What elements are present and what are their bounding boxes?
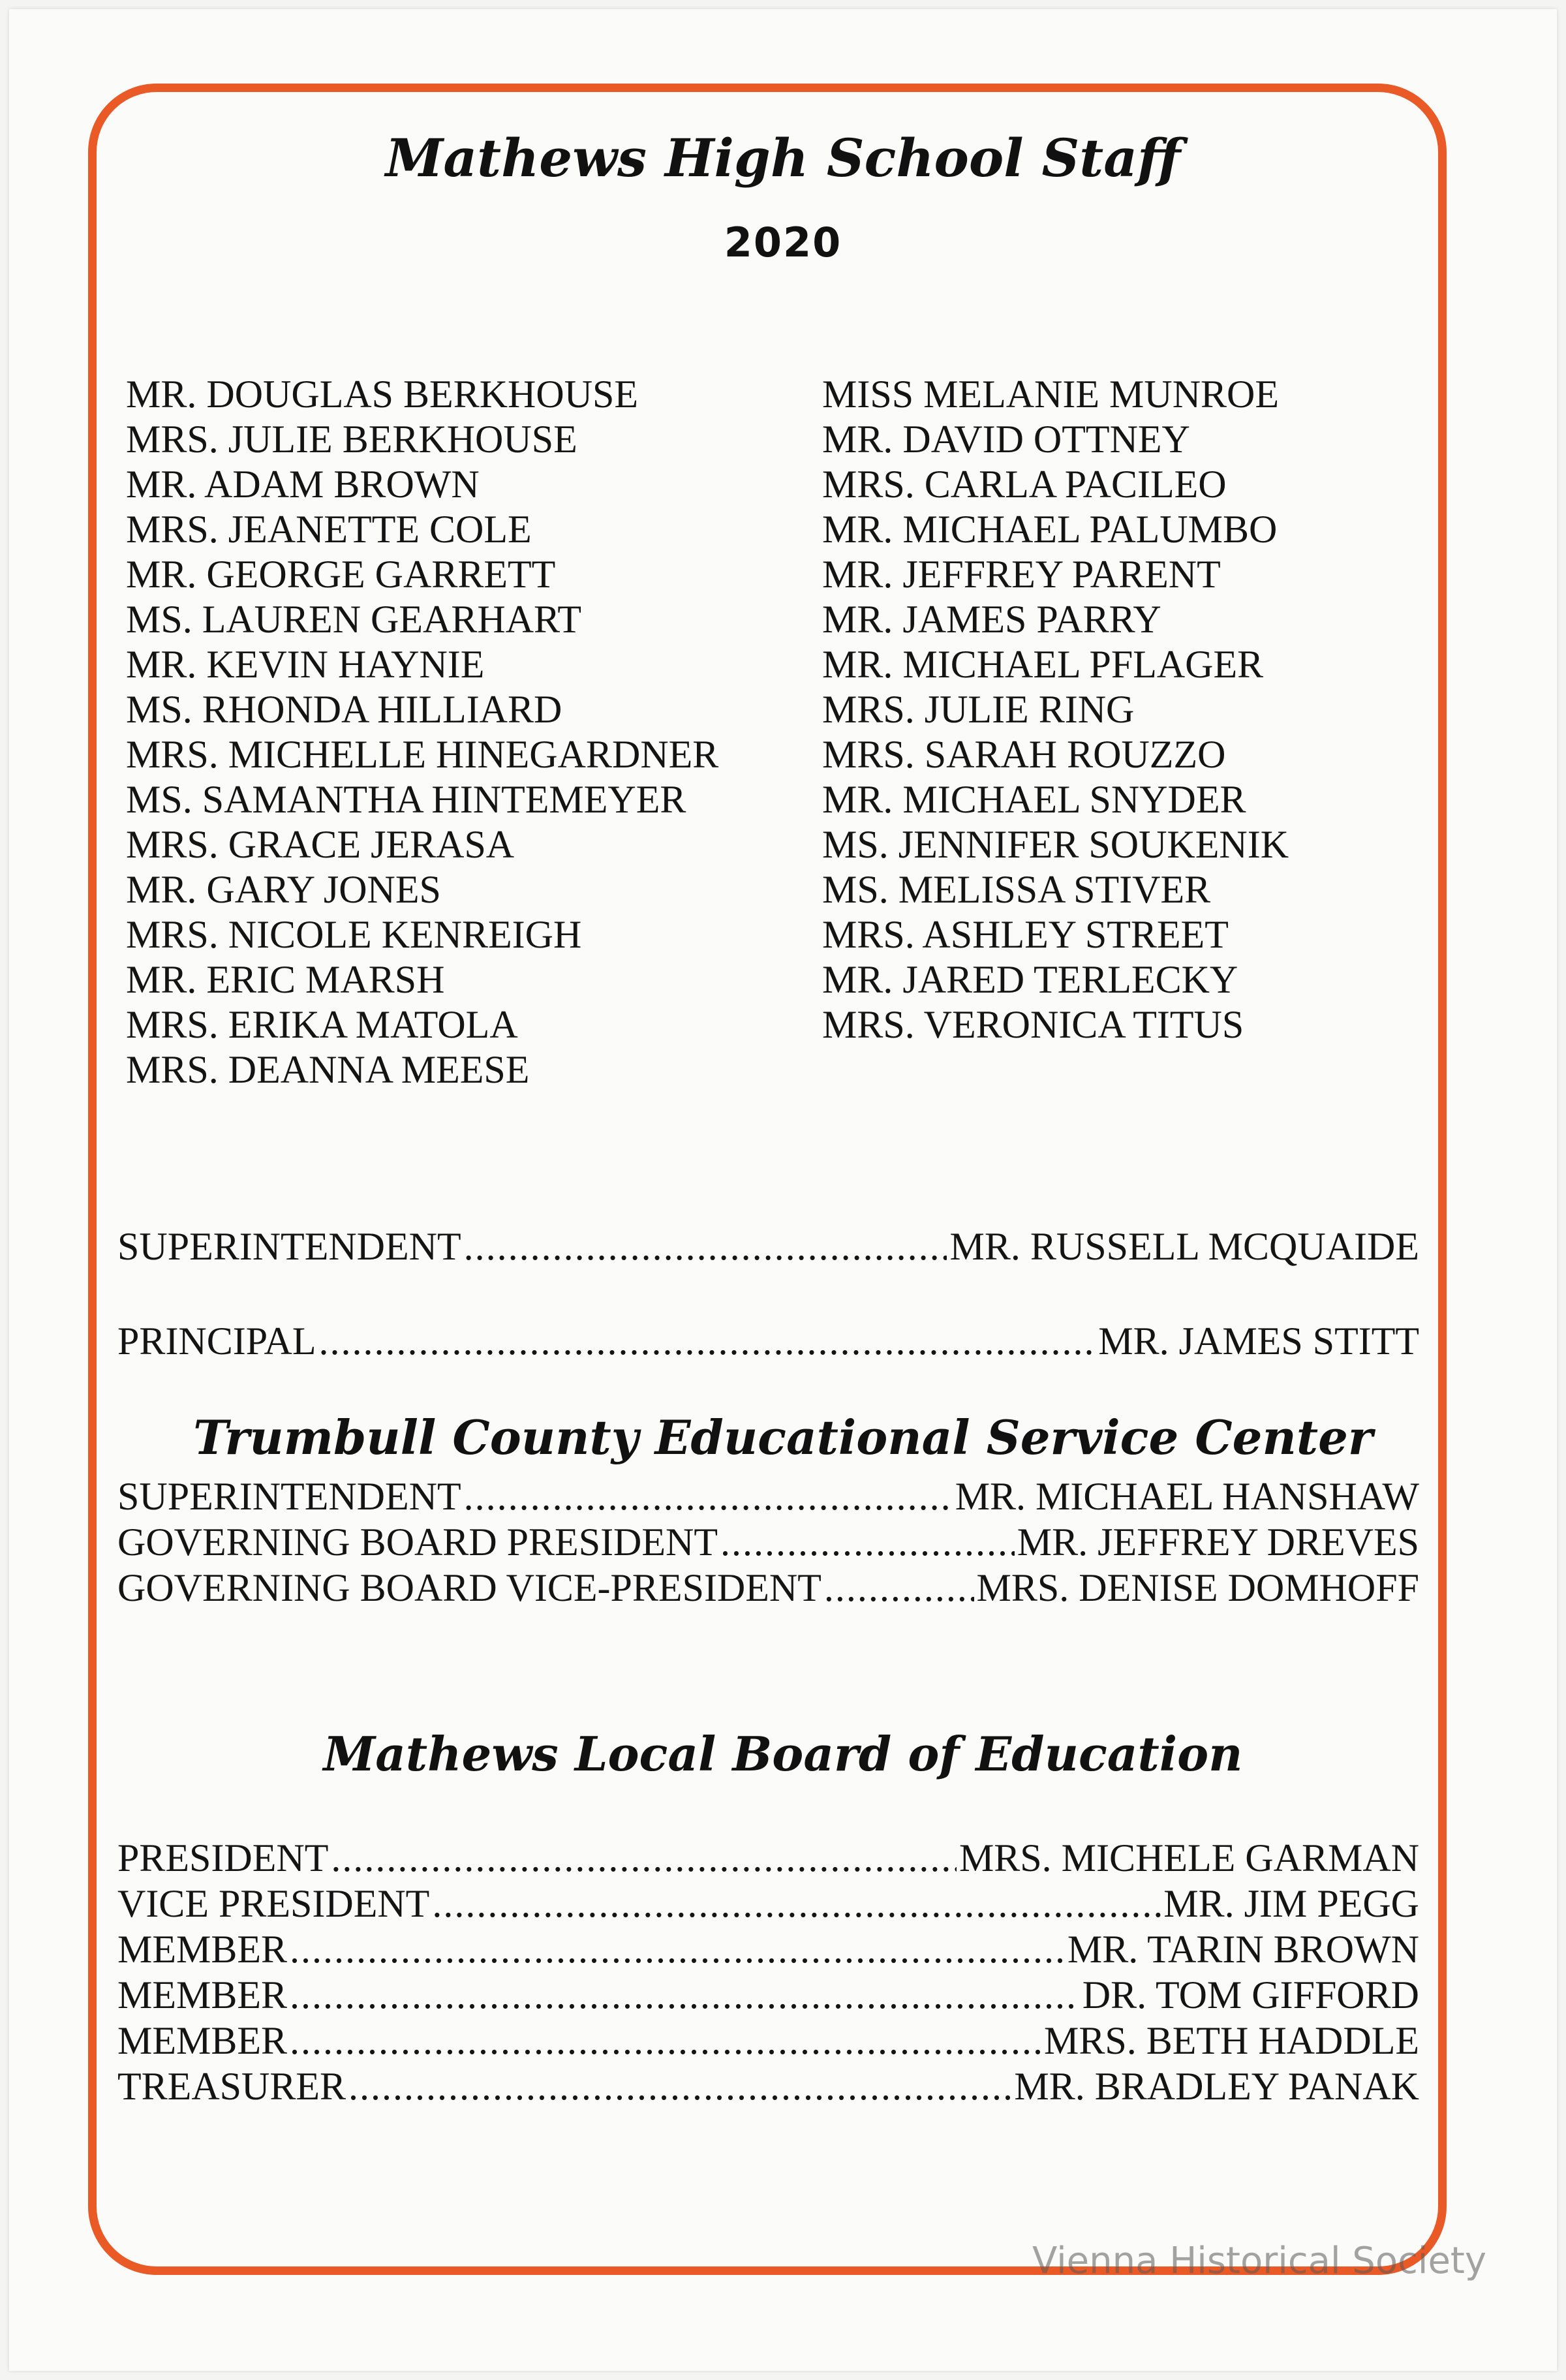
board-row <box>117 1926 1419 1972</box>
board-row <box>117 1835 1419 1881</box>
staff-name: MRS. NICOLE KENREIGH <box>126 913 582 956</box>
superintendent-row <box>117 1224 1419 1269</box>
role-label: GOVERNING BOARD PRESIDENT <box>117 1521 718 1564</box>
staff-name: MRS. VERONICA TITUS <box>822 1003 1244 1046</box>
staff-list-left <box>126 372 718 1092</box>
dot-leader <box>432 1881 1161 1926</box>
role-holder: MR. MICHAEL HANSHAW <box>955 1475 1419 1518</box>
staff-name: MS. RHONDA HILLIARD <box>126 688 562 731</box>
staff-name: MRS. ASHLEY STREET <box>822 913 1229 956</box>
role-label: TREASURER <box>117 2065 346 2108</box>
dot-leader <box>331 1835 957 1881</box>
dot-leader <box>290 1926 1065 1972</box>
staff-name: MR. MICHAEL PALUMBO <box>822 508 1278 551</box>
role-holder: MRS. DENISE DOMHOFF <box>976 1566 1419 1609</box>
principal-row <box>117 1318 1419 1364</box>
staff-name: MRS. GRACE JERASA <box>126 823 515 866</box>
staff-name: MISS MELANIE MUNROE <box>822 373 1280 416</box>
staff-name: MR. JAMES PARRY <box>822 598 1161 641</box>
tcesc-heading: Trumbull County Educational Service Center <box>193 1410 1373 1465</box>
staff-name: MRS. CARLA PACILEO <box>822 463 1227 506</box>
role-holder: MR. RUSSELL MCQUAIDE <box>949 1225 1419 1268</box>
board-heading: Mathews Local Board of Education <box>323 1726 1243 1782</box>
dot-leader <box>348 2063 1011 2109</box>
role-label: PRINCIPAL <box>117 1320 316 1363</box>
staff-name: MR. DAVID OTTNEY <box>822 418 1190 461</box>
staff-name: MRS. ERIKA MATOLA <box>126 1003 518 1046</box>
role-label: PRESIDENT <box>117 1836 329 1879</box>
role-holder: MR. TARIN BROWN <box>1067 1928 1419 1971</box>
staff-list-right <box>822 372 1289 1047</box>
watermark: Vienna Historical Society <box>1032 2240 1487 2282</box>
dot-leader <box>319 1318 1096 1364</box>
role-label: MEMBER <box>117 1973 288 2017</box>
role-label: GOVERNING BOARD VICE-PRESIDENT <box>117 1566 821 1609</box>
dot-leader <box>464 1224 947 1269</box>
role-holder: MRS. MICHELE GARMAN <box>959 1836 1419 1879</box>
role-holder: MR. BRADLEY PANAK <box>1014 2065 1419 2108</box>
staff-name: MS. JENNIFER SOUKENIK <box>822 823 1289 866</box>
role-holder: MR. JAMES STITT <box>1098 1320 1419 1363</box>
staff-name: MRS. SARAH ROUZZO <box>822 733 1226 776</box>
dot-leader <box>464 1474 953 1519</box>
page-title: Mathews High School Staff <box>385 127 1181 189</box>
dot-leader <box>824 1565 974 1611</box>
staff-name: MR. ERIC MARSH <box>126 958 445 1001</box>
board-row <box>117 2018 1419 2063</box>
role-label: MEMBER <box>117 2019 288 2062</box>
board-row <box>117 1972 1419 2018</box>
role-label: VICE PRESIDENT <box>117 1882 430 1925</box>
dot-leader <box>290 2018 1041 2063</box>
staff-name: MR. ADAM BROWN <box>126 463 480 506</box>
staff-name: MRS. JEANETTE COLE <box>126 508 532 551</box>
staff-name: MS. SAMANTHA HINTEMEYER <box>126 778 686 821</box>
staff-name: MR. GARY JONES <box>126 868 441 911</box>
staff-name: MR. JARED TERLECKY <box>822 958 1238 1001</box>
staff-name: MRS. JULIE RING <box>822 688 1135 731</box>
dot-leader <box>290 1972 1080 2018</box>
tcesc-row <box>117 1474 1419 1519</box>
staff-name: MR. KEVIN HAYNIE <box>126 643 485 686</box>
role-holder: MR. JEFFREY DREVES <box>1017 1521 1419 1564</box>
tcesc-row <box>117 1519 1419 1565</box>
staff-name: MR. JEFFREY PARENT <box>822 553 1221 596</box>
staff-name: MR. GEORGE GARRETT <box>126 553 556 596</box>
staff-name: MR. DOUGLAS BERKHOUSE <box>126 373 639 416</box>
staff-name: MS. LAUREN GEARHART <box>126 598 582 641</box>
role-label: MEMBER <box>117 1928 288 1971</box>
board-row <box>117 1881 1419 1926</box>
dot-leader <box>720 1519 1015 1565</box>
board-row <box>117 2063 1419 2109</box>
staff-name: MRS. JULIE BERKHOUSE <box>126 418 577 461</box>
staff-name: MRS. DEANNA MEESE <box>126 1048 530 1091</box>
staff-name: MRS. MICHELLE HINEGARDNER <box>126 733 719 776</box>
role-label: SUPERINTENDENT <box>117 1225 461 1268</box>
staff-name: MR. MICHAEL SNYDER <box>822 778 1246 821</box>
year-label: 2020 <box>724 219 842 266</box>
staff-name: MS. MELISSA STIVER <box>822 868 1211 911</box>
role-holder: DR. TOM GIFFORD <box>1082 1973 1419 2017</box>
role-holder: MR. JIM PEGG <box>1163 1882 1419 1925</box>
staff-name: MR. MICHAEL PFLAGER <box>822 643 1264 686</box>
role-holder: MRS. BETH HADDLE <box>1043 2019 1419 2062</box>
role-label: SUPERINTENDENT <box>117 1475 461 1518</box>
tcesc-row <box>117 1565 1419 1611</box>
